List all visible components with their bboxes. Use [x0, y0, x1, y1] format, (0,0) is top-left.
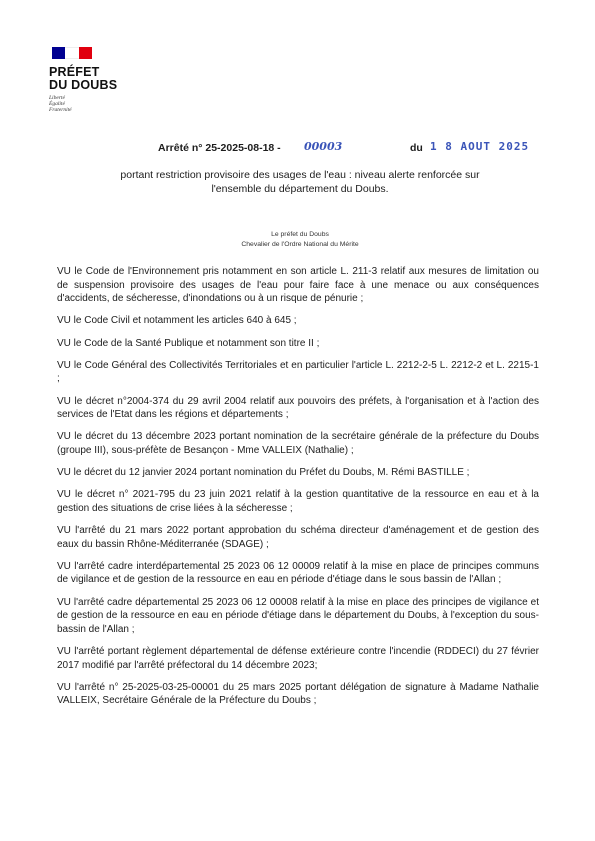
visa-paragraph: VU le décret n°2004-374 du 29 avril 2004 relatif aux pouvoirs des préfets, à l'organisation et à l'action des services de l'Etat dans les régions et départements ;: [57, 395, 539, 421]
visa-paragraph: VU le Code Général des Collectivités Territoriales et en particulier l'article L. 2212-2-5 L. 2212-2 et L. 2215-1 ;: [57, 359, 539, 385]
visa-paragraph: VU le décret n° 2021-795 du 23 juin 2021 relatif à la gestion quantitative de la ressource en eau et à la gestion des situations de crise liées à la sécheresse ;: [57, 489, 539, 514]
devise-fraternite: Fraternité: [49, 107, 72, 113]
visa-paragraph: VU le Code Civil et notamment les articles 640 à 645 ;: [57, 315, 297, 327]
logo-line-2: DU DOUBS: [49, 78, 118, 92]
authority-block: [180, 230, 420, 250]
logo-line-1: PRÉFET: [49, 65, 100, 79]
devise-liberte: Liberté: [49, 95, 65, 101]
marianne-flag-icon: [52, 47, 92, 59]
visa-paragraph: VU l'arrêté n° 25-2025-03-25-00001 du 25 mars 2025 portant délégation de signature à Madame Nathalie VALLEIX, Secrétaire Générale de la Préfecture du Doubs ;: [57, 681, 539, 707]
logo-title: [49, 66, 129, 92]
visa-paragraph: VU l'arrêté cadre interdépartemental 25 2023 06 12 00009 relatif à la mise en place de principes communs de vigilance et de gestion de la ressource en eau en période d'étiage dans le sous bassin de l'Allan ;: [57, 560, 539, 586]
visa-paragraph: VU le Code de l'Environnement pris notamment en son article L. 211-3 relatif aux mesures de limitation ou de suspension provisoire des usages de l'eau pour faire face à une menace ou aux conséquences d'accidents, de sécheresse, d'inondations ou à un risque de pénurie ;: [57, 266, 539, 305]
arrete-title: [0, 138, 595, 162]
visa-paragraph: VU le Code de la Santé Publique et notamment son titre II ;: [57, 337, 320, 349]
arrete-handwritten-number: 00003: [304, 140, 343, 153]
authority-line-2: Chevalier de l'Ordre National du Mérite: [241, 241, 359, 248]
arrete-number-label: Arrêté n° 25-2025-08-18 -: [158, 142, 281, 154]
prefecture-logo: [49, 47, 129, 113]
visa-paragraph: VU l'arrêté cadre départemental 25 2023 06 12 00008 relatif à la mise en place des principes de vigilance et de gestion de la ressource en eau en période d'étiage dans le département du Doubs, à l'exception du sous-bassin de l'Allan ;: [57, 596, 539, 635]
visa-paragraph: VU le décret du 13 décembre 2023 portant nomination de la secrétaire générale de la préfecture du Doubs (groupe III), sous-préfète de Besançon - Mme VALLEIX (Nathalie) ;: [57, 431, 539, 456]
devise-egalite: Égalité: [49, 101, 65, 107]
visa-paragraph: VU l'arrêté portant règlement départemental de défense extérieure contre l'incendie (RDDECI) du 27 février 2017 modifié par l'arrêté préfectoral du 14 décembre 2023;: [57, 646, 539, 671]
arrete-du-label: du: [410, 142, 423, 154]
visa-paragraph: VU l'arrêté du 21 mars 2022 portant approbation du schéma directeur d'aménagement et de gestion des eaux du bassin Rhône-Méditerranée (SDAGE) ;: [57, 525, 539, 550]
devise: [49, 95, 129, 113]
visas-list: [57, 265, 539, 717]
authority-line-1: Le préfet du Doubs: [271, 231, 329, 238]
date-stamp: 1 8 AOUT 2025: [430, 140, 530, 153]
arrete-subject: portant restriction provisoire des usages de l'eau : niveau alerte renforcée sur l'ensemble du département du Doubs.: [120, 169, 480, 195]
visa-paragraph: VU le décret du 12 janvier 2024 portant nomination du Préfet du Doubs, M. Rémi BASTILLE ;: [57, 467, 470, 479]
